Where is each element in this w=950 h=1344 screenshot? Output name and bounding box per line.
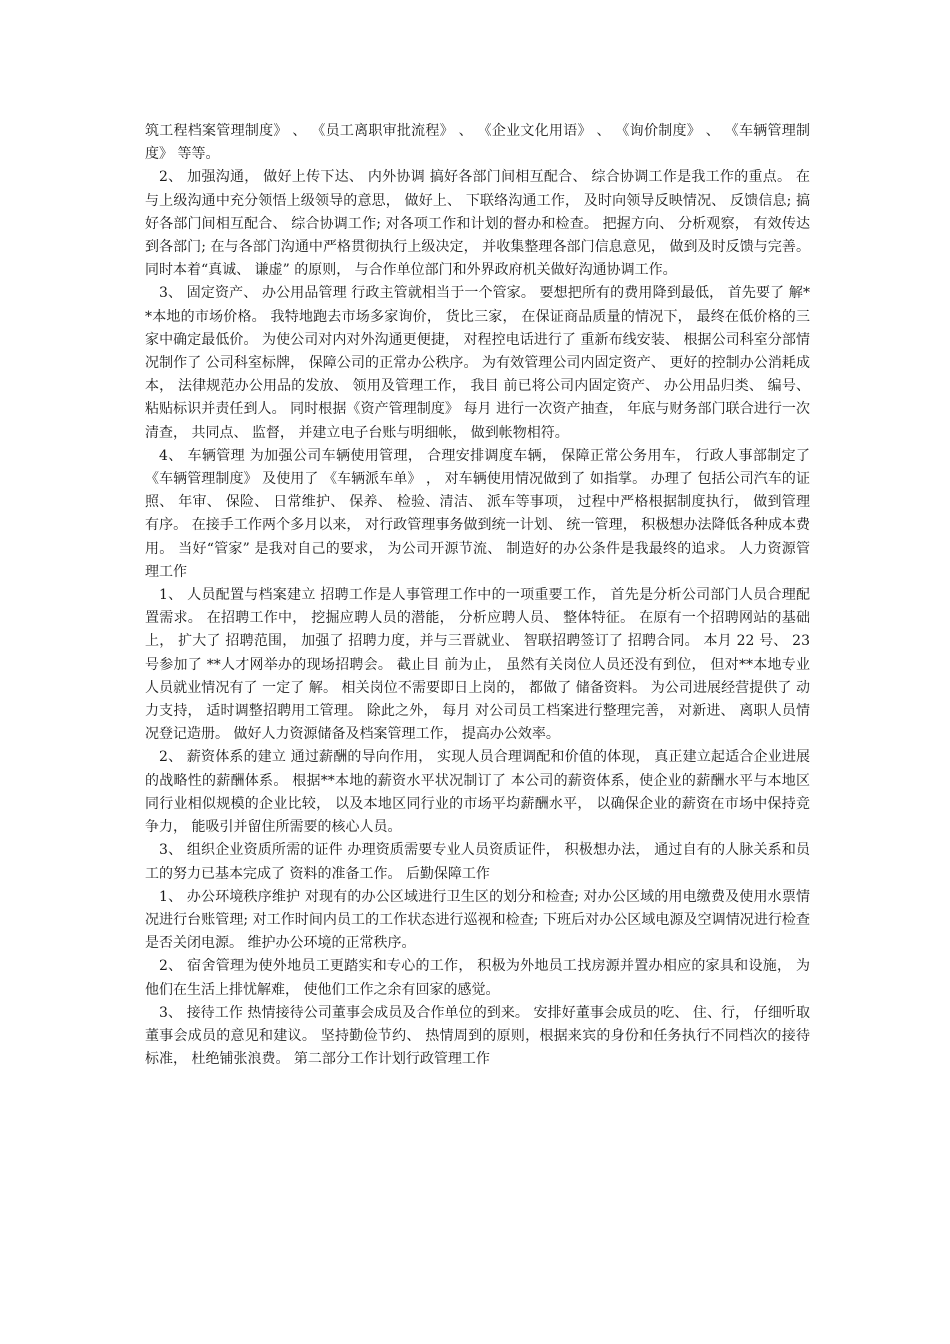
paragraph: 1、 办公环境秩序维护 对现有的办公区域进行卫生区的划分和检查; 对办公区域的用电缴费及使用水票情况进行台账管理; 对工作时间内员工的工作状态进行巡视和检查; 下班后对办公区域电源及空调情况进行检查是否关闭电源。 维护办公环境的正常秩序。 xyxy=(145,888,810,952)
paragraph: 2、 宿舍管理为使外地员工更踏实和专心的工作， 积极为外地员工找房源并置办相应的家具和设施， 为他们在生活上排忧解难， 使他们工作之余有回家的感觉。 xyxy=(145,958,810,998)
paragraph: 1、 人员配置与档案建立 招聘工作是人事管理工作中的一项重要工作， 首先是分析公司部门人员合理配置需求。 在招聘工作中， 挖掘应聘人员的潜能， 分析应聘人员、 整体特征。 在原有一个招聘网站的基础上， 扩大了 招聘范围， 加强了 招聘力度，并与三晋就业、 智联招聘签订了 招聘合同。 本月 22 号、 23 号参加了 **人才网举办的现场招聘会。 截止目 前为止， 虽然有关岗位人员还没有到位， 但对**本地专业人员就业情况有了 一定了 解。 相关岗位不需要即日上岗的， 都做了 储备资料。 为公司进展经营提供了 动力支持， 适时调整招聘用工管理。 除此之外， 每月 对公司员工档案进行整理完善， 对新进、 离职人员情况登记造册。 做好人力资源储备及档案管理工作， 提高办公效率。 xyxy=(145,587,810,743)
paragraph: 4、 车辆管理 为加强公司车辆使用管理， 合理安排调度车辆， 保障正常公务用车， 行政人事部制定了 《车辆管理制度》 及使用了 《车辆派车单》 ， 对车辆使用情况做到了 如指掌。 办理了 包括公司汽车的证照、 年审、 保险、 日常维护、 保养、 检验、清洁、 派车等事项， 过程中严格根据制度执行， 做到管理有序。 在接手工作两个多月以来， 对行政管理事务做到统一计划、 统一管理， 积极想办法降低各种成本费用。 当好“管家” 是我对自己的要求， 为公司开源节流、 制造好的办公条件是我最终的追求。 人力资源管理工作 xyxy=(145,447,810,580)
document-body xyxy=(145,120,810,1071)
paragraph: 3、 固定资产、 办公用品管理 行政主管就相当于一个管家。 要想把所有的费用降到最低， 首先要了 解**本地的市场价格。 我特地跑去市场多家询价， 货比三家， 在保证商品质量的情况下， 最终在低价格的三家中确定最低价。 为使公司对内对外沟通更便捷， 对程控电话进行了 重新布线安装、 根据公司科室分部情况制作了 公司科室标牌， 保障公司的正常办公秩序。 为有效管理公司内固定资产、 更好的控制办公消耗成本， 法律规范办公用品的发放、 领用及管理工作， 我目 前已将公司内固定资产、 办公用品归类、 编号、 粘贴标识并责任到人。 同时根据《资产管理制度》 每月 进行一次资产抽查， 年底与财务部门联合进行一次清查， 共同点、 监督， 并建立电子台账与明细帐， 做到帐物相符。 xyxy=(145,285,810,441)
paragraph: 3、 组织企业资质所需的证件 办理资质需要专业人员资质证件， 积极想办法， 通过自有的人脉关系和员工的努力已基本完成了 资料的准备工作。 后勤保障工作 xyxy=(145,842,810,882)
paragraph: 2、 加强沟通， 做好上传下达、 内外协调 搞好各部门间相互配合、 综合协调工作是我工作的重点。 在与上级沟通中充分领悟上级领导的意思， 做好上、 下联络沟通工作， 及时向领导反映情况、 反馈信息; 搞好各部门间相互配合、 综合协调工作; 对各项工作和计划的督办和检查。 把握方向、 分析观察， 有效传达到各部门; 在与各部门沟通中严格贯彻执行上级决定， 并收集整理各部门信息意见， 做到及时反馈与完善。 同时本着“真诚、 谦虚” 的原则， 与合作单位部门和外界政府机关做好沟通协调工作。 xyxy=(145,169,810,279)
paragraph: 3、 接待工作 热情接待公司董事会成员及合作单位的到来。 安排好董事会成员的吃、 住、行， 仔细听取董事会成员的意见和建议。 坚持勤俭节约、 热情周到的原则，根据来宾的身份和任务执行不同档次的接待标准， 杜绝铺张浪费。 第二部分工作计划行政管理工作 xyxy=(145,1004,810,1068)
paragraph: 2、 薪资体系的建立 通过薪酬的导向作用， 实现人员合理调配和价值的体现， 真正建立起适合企业进展的战略性的薪酬体系。 根据**本地的薪资水平状况制订了 本公司的薪资体系，使企业的薪酬水平与本地区同行业相似规模的企业比较， 以及本地区同行业的市场平均薪酬水平， 以确保企业的薪资在市场中保持竞争力， 能吸引并留住所需要的核心人员。 xyxy=(145,749,810,836)
paragraph-continued: 筑工程档案管理制度》 、 《员工离职审批流程》 、 《企业文化用语》 、 《询价制度》 、 《车辆管理制度》 等等。 xyxy=(145,123,810,163)
